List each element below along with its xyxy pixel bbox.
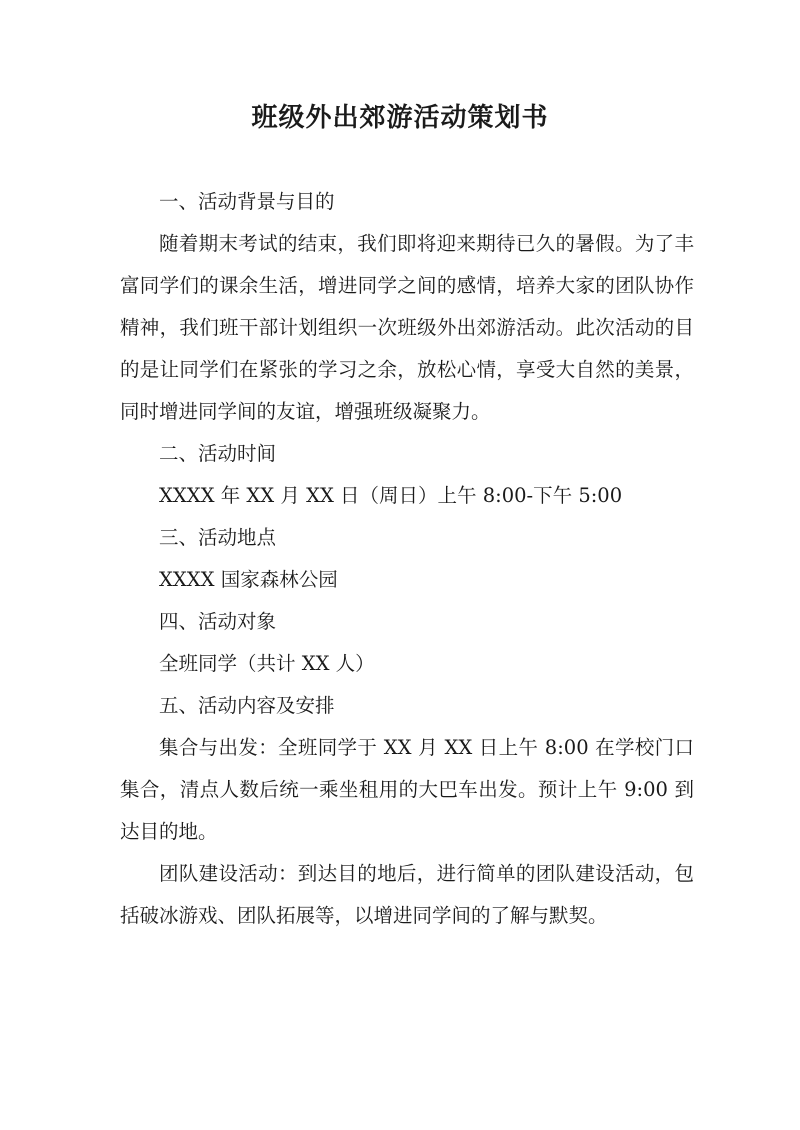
section-heading-location: 三、活动地点 bbox=[159, 526, 277, 549]
section-heading-time: 二、活动时间 bbox=[159, 442, 277, 465]
section-heading-schedule: 五、活动内容及安排 bbox=[159, 694, 335, 717]
paragraph-time: XXXX 年 XX 月 XX 日（周日）上午 8:00-下午 5:00 bbox=[159, 484, 623, 507]
paragraph-team-building: 团队建设活动：到达目的地后，进行简单的团队建设活动，包括破冰游戏、团队拓展等，以增进同学间的了解与默契。 bbox=[120, 862, 694, 927]
document-title: 班级外出郊游活动策划书 bbox=[251, 103, 549, 133]
document-body bbox=[120, 181, 694, 937]
paragraph-location: XXXX 国家森林公园 bbox=[159, 568, 338, 591]
paragraph-participants: 全班同学（共计 XX 人） bbox=[159, 652, 375, 675]
paragraph-background: 随着期末考试的结束，我们即将迎来期待已久的暑假。为了丰富同学们的课余生活，增进同学之间的感情，培养大家的团队协作精神，我们班干部计划组织一次班级外出郊游活动。此次活动的目的是让同学们在紧张的学习之余，放松心情，享受大自然的美景，同时增进同学间的友谊，增强班级凝聚力。 bbox=[120, 232, 694, 423]
section-heading-participants: 四、活动对象 bbox=[159, 610, 277, 633]
section-heading-background: 一、活动背景与目的 bbox=[159, 190, 335, 213]
paragraph-assembly: 集合与出发：全班同学于 XX 月 XX 日上午 8:00 在学校门口集合，清点人数后统一乘坐租用的大巴车出发。预计上午 9:00 到达目的地。 bbox=[120, 736, 694, 843]
